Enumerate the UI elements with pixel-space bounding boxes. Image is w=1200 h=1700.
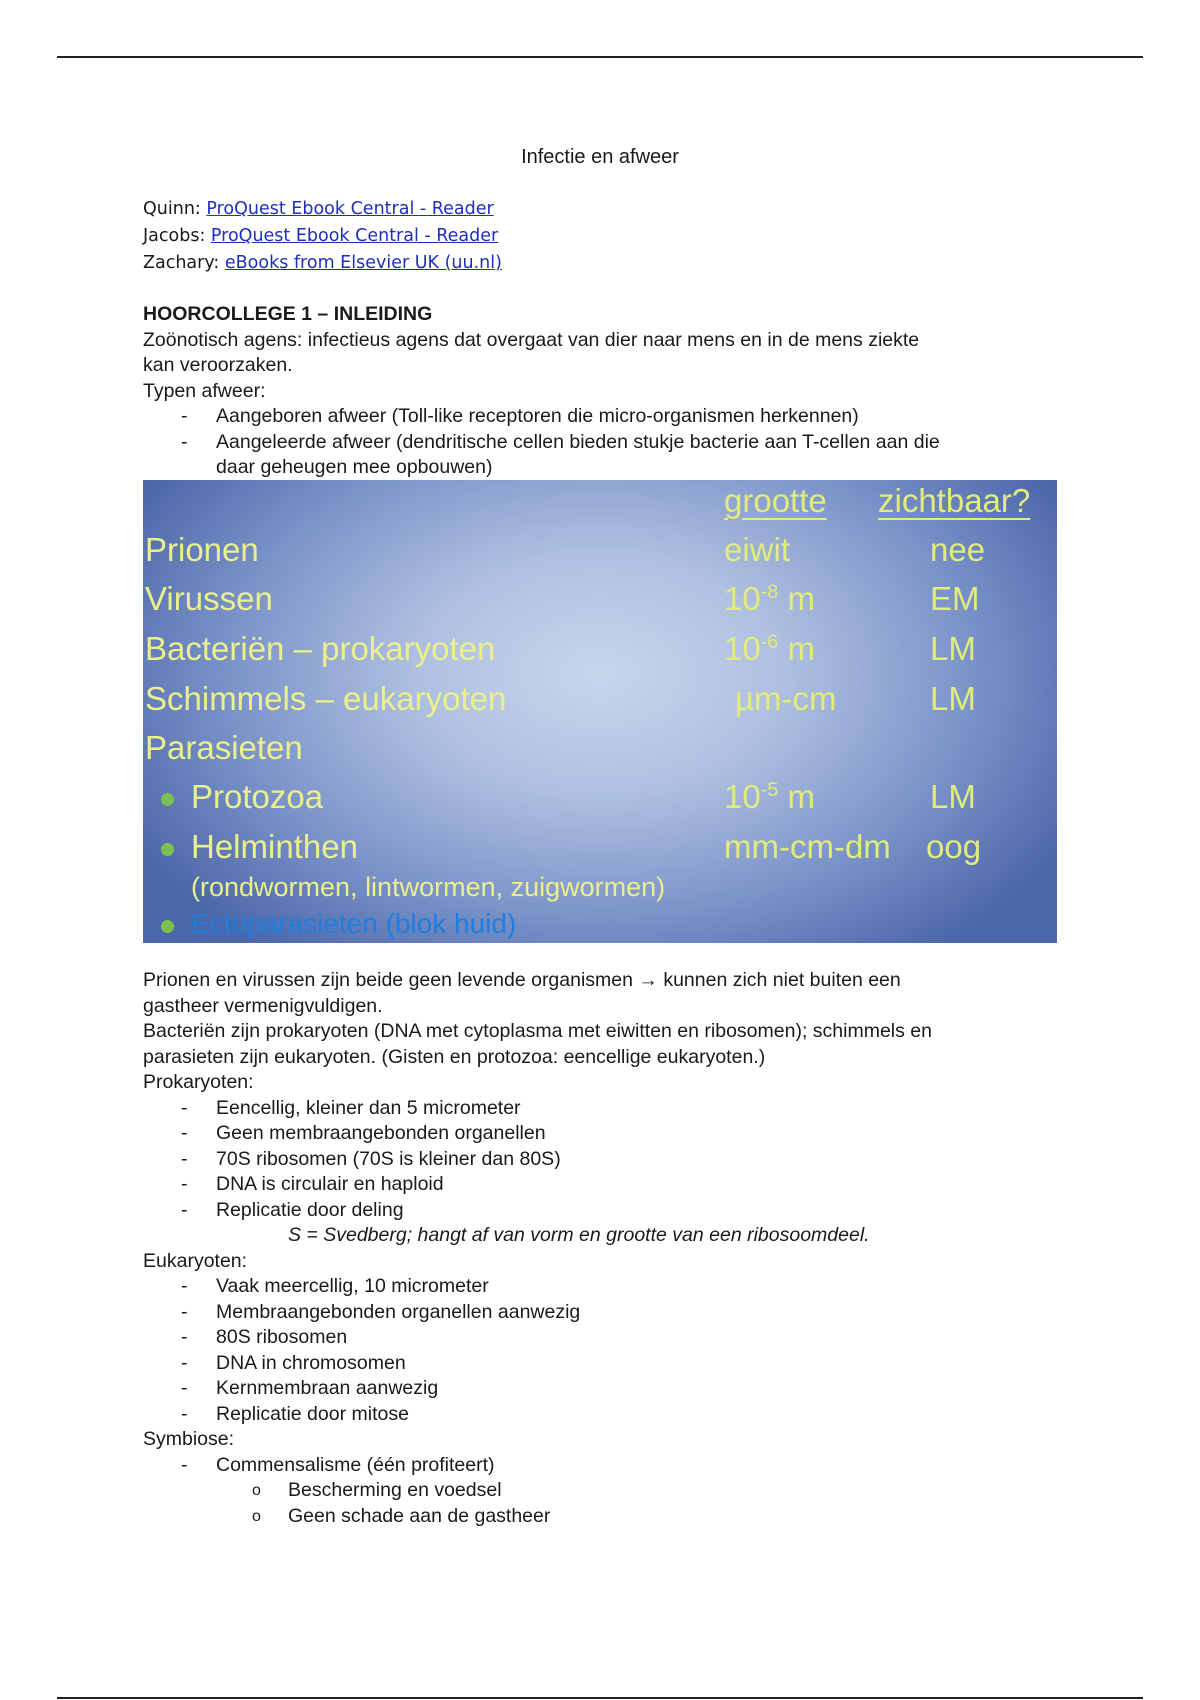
list-item: - Commensalisme (één profiteert): [216, 1453, 1063, 1479]
list-item: o Bescherming en voedsel: [288, 1478, 1063, 1504]
paragraph-line: gastheer vermenigvuldigen.: [143, 994, 383, 1017]
list-item: - DNA in chromosomen: [216, 1351, 1063, 1377]
header-rule: [57, 56, 1143, 58]
row-visible-protozoa: LM: [930, 778, 976, 815]
reference-jacobs: Jacobs: ProQuest Ebook Central - Reader: [143, 226, 499, 246]
list-item: - 70S ribosomen (70S is kleiner dan 80S): [216, 1147, 1063, 1173]
svedberg-note: S = Svedberg; hangt af van vorm en grootte van een ribosoomdeel.: [288, 1224, 870, 1246]
slide-image: [143, 480, 1057, 943]
section-intro: [143, 302, 1063, 481]
jacobs-link[interactable]: ProQuest Ebook Central - Reader: [210, 226, 499, 246]
paragraph-line: Bacteriën zijn prokaryoten (DNA met cytoplasma met eiwitten en ribosomen); schimmels en: [143, 1020, 932, 1042]
list-item: - Membraangebonden organellen aanwezig: [216, 1300, 1063, 1326]
list-item: - Aangeboren afweer (Toll-like receptoren die micro-organismen herkennen): [216, 404, 1063, 430]
footer-rule: [57, 1697, 1143, 1699]
row-name-helminths: Helminthen: [191, 828, 358, 865]
zoonotic-line-1: Zoönotisch agens: infectieus agens dat overgaat van dier naar mens en in de mens ziekte: [143, 328, 920, 351]
prokaryotes-list: [143, 1096, 1063, 1224]
list-item: o Geen schade aan de gastheer: [288, 1504, 1063, 1530]
row-size-prions: eiwit: [724, 531, 791, 568]
row-size-protozoa: $10^{-5}$ m: [724, 778, 815, 815]
symbiosis-list: [143, 1453, 1063, 1479]
row-name-fungi: Schimmels – eukaryoten: [145, 680, 507, 717]
row-size-fungi: µm-cm: [735, 680, 837, 717]
references: [143, 196, 502, 277]
row-visible-fungi: LM: [930, 680, 976, 717]
section-heading: HOORCOLLEGE 1 – INLEIDING: [143, 303, 433, 325]
symbiosis-label: Symbiose:: [143, 1428, 235, 1450]
list-item: - Aangeleerde afweer (dendritische cellen bieden stukje bacterie aan T-cellen aan die: [216, 430, 1063, 456]
bullet-dot: [161, 793, 174, 806]
quinn-link[interactable]: ProQuest Ebook Central - Reader: [206, 199, 494, 219]
column-header-visible: zichtbaar?: [878, 482, 1031, 519]
row-visible-bacteria: LM: [930, 630, 976, 667]
eukaryotes-list: [143, 1274, 1063, 1427]
row-visible-viruses: EM: [930, 580, 980, 617]
list-item: - Replicatie door mitose: [216, 1402, 1063, 1428]
document-title: Infectie en afweer: [521, 146, 679, 168]
types-list: [143, 404, 1063, 455]
row-size-viruses: $10^{-8}$ m: [724, 580, 815, 617]
row-name-protozoa: Protozoa: [191, 778, 324, 815]
row-name-ectoparasites: Ectoparasieten (blok huid): [191, 908, 517, 939]
helminths-subtitle: (rondwormen, lintwormen, zuigwormen): [191, 872, 666, 902]
list-item: - 80S ribosomen: [216, 1325, 1063, 1351]
list-item: - Vaak meercellig, 10 micrometer: [216, 1274, 1063, 1300]
row-size-bacteria: $10^{-6}$ m: [724, 630, 815, 667]
row-visible-prions: nee: [930, 531, 986, 568]
row-visible-helminths: oog: [926, 828, 982, 865]
row-name-viruses: Virussen: [145, 580, 273, 617]
zachary-link[interactable]: eBooks from Elsevier UK (uu.nl): [224, 253, 502, 273]
types-label: Typen afweer:: [143, 379, 266, 402]
prokaryotes-label: Prokaryoten:: [143, 1071, 254, 1093]
list-item: - Geen membraangebonden organellen: [216, 1121, 1063, 1147]
bullet-dot: [161, 843, 174, 856]
row-name-bacteria: Bacteriën – prokaryoten: [145, 630, 496, 667]
section-body: [143, 968, 1063, 1529]
reference-zachary: Zachary: eBooks from Elsevier UK (uu.nl): [143, 253, 502, 273]
paragraph-line: Prionen en virussen zijn beide geen levende organismen → kunnen zich niet buiten een: [143, 969, 901, 991]
eukaryotes-label: Eukaryoten:: [143, 1249, 248, 1272]
zoonotic-line-2: kan veroorzaken.: [143, 354, 293, 376]
paragraph-line: parasieten zijn eukaryoten. (Gisten en protozoa: eencellige eukaryoten.): [143, 1045, 766, 1068]
row-name-prions: Prionen: [145, 531, 259, 568]
list-item-continuation: daar geheugen mee opbouwen): [216, 456, 493, 478]
row-name-parasites: Parasieten: [145, 729, 303, 766]
column-header-size: grootte: [724, 482, 827, 519]
commensalism-sublist: [143, 1478, 1063, 1529]
list-item: - Replicatie door deling: [216, 1198, 1063, 1224]
bullet-dot: [161, 920, 174, 933]
list-item: - Eencellig, kleiner dan 5 micrometer: [216, 1096, 1063, 1122]
row-size-helminths: mm-cm-dm: [724, 828, 891, 865]
reference-quinn: Quinn: ProQuest Ebook Central - Reader: [143, 199, 494, 219]
list-item: - Kernmembraan aanwezig: [216, 1376, 1063, 1402]
list-item: - DNA is circulair en haploid: [216, 1172, 1063, 1198]
